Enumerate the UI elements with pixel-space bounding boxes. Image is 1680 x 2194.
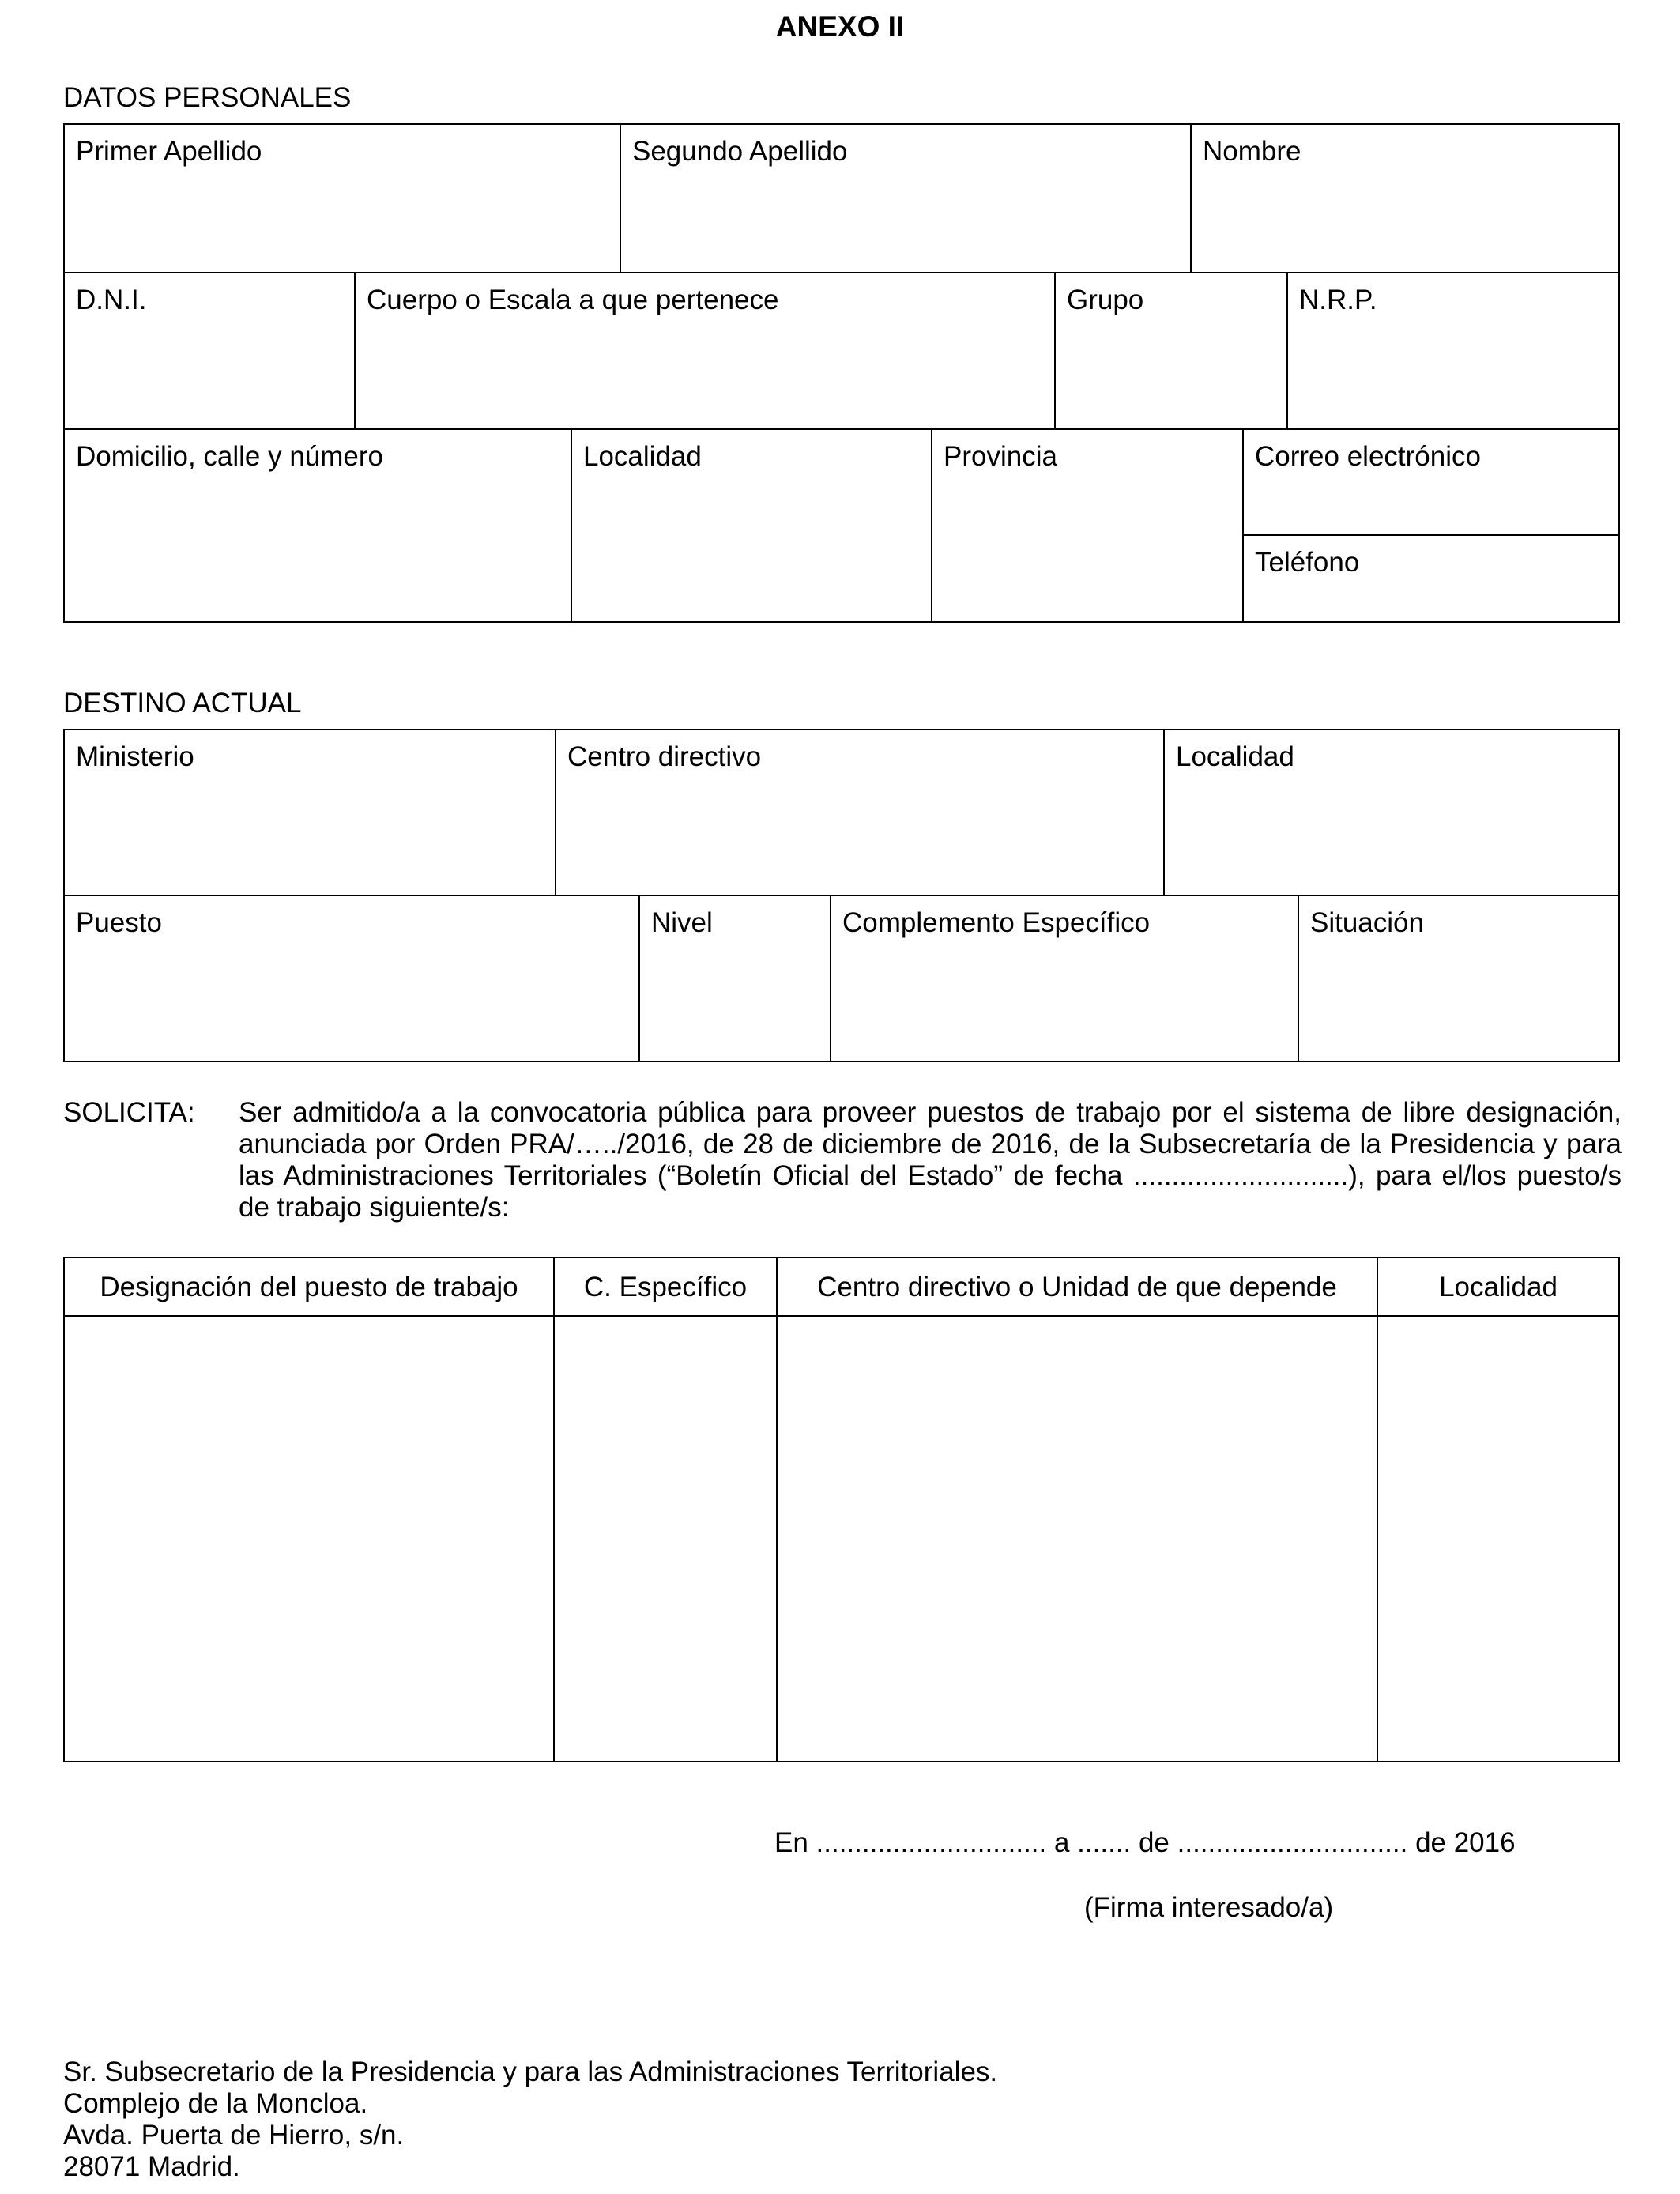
- field-nivel[interactable]: [640, 896, 831, 1061]
- field-label: N.R.P.: [1299, 285, 1377, 315]
- firma-label: (Firma interesado/a): [1084, 1892, 1334, 1923]
- field-label: Complemento Específico: [842, 907, 1151, 938]
- table-cell-centro-directivo[interactable]: [778, 1317, 1378, 1761]
- table-cell-localidad[interactable]: [1378, 1317, 1618, 1761]
- field-label: Nivel: [651, 907, 713, 938]
- field-primer-apellido[interactable]: [65, 125, 621, 273]
- field-telefono[interactable]: [1244, 536, 1618, 621]
- field-label: Segundo Apellido: [632, 136, 848, 167]
- field-label: Localidad: [583, 441, 702, 472]
- section-heading-destino-actual: DESTINO ACTUAL: [63, 688, 302, 718]
- field-label: D.N.I.: [76, 285, 147, 315]
- field-label: Grupo: [1067, 285, 1144, 315]
- fecha-line: En .............................. a ....... de .............................. de 2016: [774, 1827, 1516, 1858]
- field-correo-electronico[interactable]: [1244, 430, 1618, 536]
- field-ministerio[interactable]: [65, 730, 556, 896]
- field-provincia[interactable]: [932, 430, 1244, 621]
- field-label: Provincia: [944, 441, 1057, 472]
- field-nombre[interactable]: [1192, 125, 1618, 273]
- section-heading-datos-personales: DATOS PERSONALES: [63, 82, 352, 113]
- field-label: Puesto: [76, 907, 162, 938]
- table-header: Localidad: [1378, 1258, 1618, 1317]
- field-label: Nombre: [1203, 136, 1301, 167]
- field-label: Domicilio, calle y número: [76, 441, 384, 472]
- field-domicilio[interactable]: [65, 430, 572, 621]
- address-line: Sr. Subsecretario de la Presidencia y para las Administraciones Territoriales.: [63, 2056, 998, 2087]
- address-line: Complejo de la Moncloa.: [63, 2088, 368, 2119]
- field-label: Teléfono: [1255, 547, 1360, 578]
- table-header: C. Específico: [555, 1258, 778, 1317]
- field-label: Ministerio: [76, 741, 194, 772]
- puestos-table: [63, 1257, 1620, 1762]
- field-localidad-destino[interactable]: [1165, 730, 1618, 896]
- field-label: Primer Apellido: [76, 136, 262, 167]
- solicita-text: Ser admitido/a a la convocatoria pública para proveer puestos de trabajo por el sistema de libre designación, anunciada por Orden PRA/…../2016, de 28 de diciembre de 2016, de la Subsecretaría de la Presidencia y para las Administraciones Territoriales (“Boletín Oficial del Estado” de fecha ............................), para el/los puesto/s de trabajo siguiente/s:: [239, 1097, 1622, 1223]
- address-line: 28071 Madrid.: [63, 2151, 240, 2182]
- field-label: Cuerpo o Escala a que pertenece: [367, 285, 779, 315]
- field-label: Localidad: [1176, 741, 1294, 772]
- field-nrp[interactable]: [1288, 273, 1618, 430]
- field-localidad[interactable]: [572, 430, 932, 621]
- field-segundo-apellido[interactable]: [621, 125, 1192, 273]
- field-label: Correo electrónico: [1255, 441, 1481, 472]
- field-grupo[interactable]: [1056, 273, 1288, 430]
- table-header: Designación del puesto de trabajo: [65, 1258, 555, 1317]
- field-complemento-especifico[interactable]: [831, 896, 1299, 1061]
- table-cell-designacion[interactable]: [65, 1317, 555, 1761]
- datos-personales-form: [63, 123, 1620, 623]
- table-header: Centro directivo o Unidad de que depende: [778, 1258, 1378, 1317]
- field-cuerpo-escala[interactable]: [356, 273, 1056, 430]
- field-dni[interactable]: [65, 273, 356, 430]
- field-puesto[interactable]: [65, 896, 640, 1061]
- solicita-label: SOLICITA:: [63, 1097, 195, 1128]
- table-cell-c-especifico[interactable]: [555, 1317, 778, 1761]
- address-line: Avda. Puerta de Hierro, s/n.: [63, 2120, 405, 2151]
- field-label: Situación: [1310, 907, 1424, 938]
- field-centro-directivo[interactable]: [556, 730, 1165, 896]
- field-label: Centro directivo: [567, 741, 762, 772]
- page-title: ANEXO II: [775, 10, 905, 43]
- field-situacion[interactable]: [1299, 896, 1618, 1061]
- destino-actual-form: [63, 729, 1620, 1062]
